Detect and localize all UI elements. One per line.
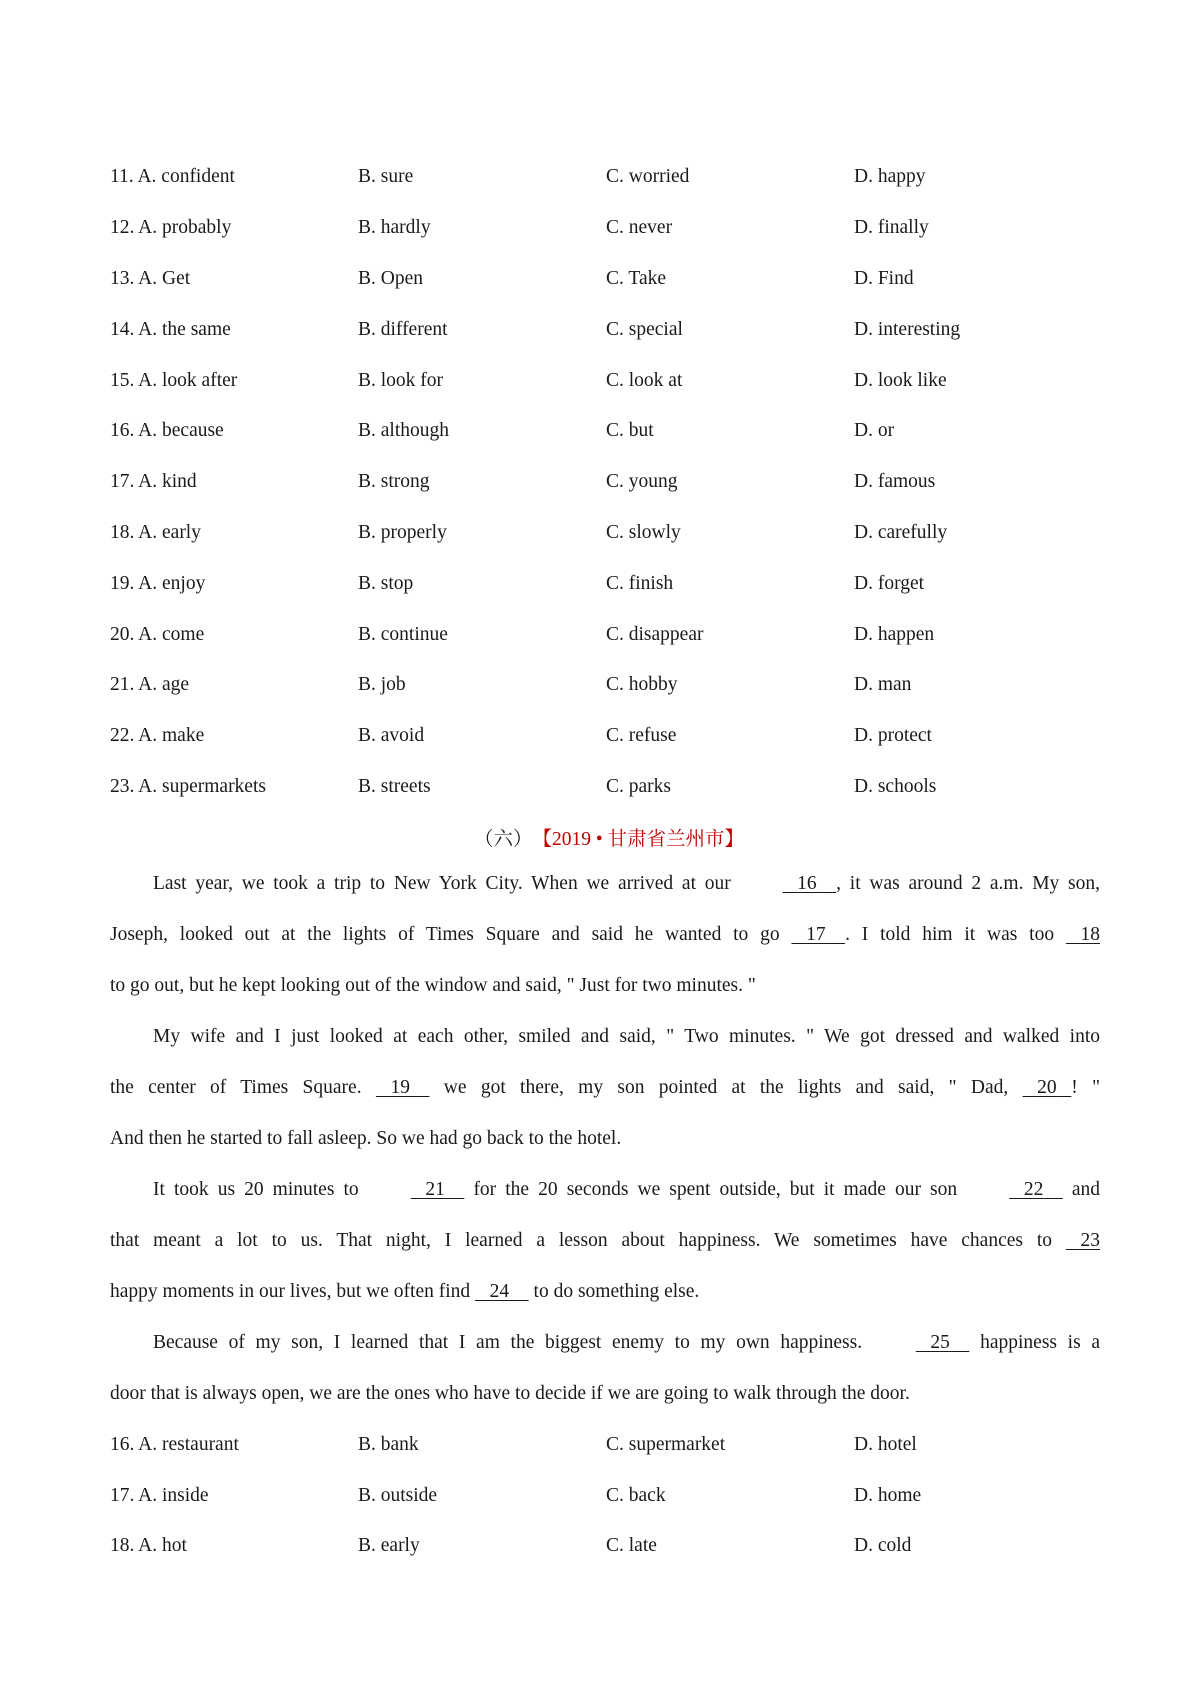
question-options-row [110,304,1100,355]
answer-option-b[interactable]: B. hardly [358,217,431,239]
answer-option-c[interactable]: C. finish [606,572,674,594]
answer-option-c[interactable]: C. refuse [606,725,677,747]
question-options-row [110,457,1100,508]
answer-option-d[interactable]: D. carefully [854,521,948,543]
answer-option-a[interactable]: 13. A. Get [110,267,191,289]
blank-18[interactable]: 18 [1080,924,1101,946]
question-options-row [110,609,1100,660]
answer-option-b[interactable]: B. job [358,674,406,696]
blank-25[interactable]: 25 [930,1332,950,1354]
passage-line: to go out, but he kept looking out of the window and said, " Just for two minutes. " [110,975,756,997]
answer-option-d[interactable]: D. interesting [854,318,961,340]
passage-line: that meant a lot to us. That night, I learned a lesson about happiness. We sometimes have chances to 23 [110,1215,1100,1266]
answer-option-c[interactable]: C. slowly [606,521,681,543]
answer-option-b[interactable]: B. sure [358,166,414,188]
passage-line: the center of Times Square. 19 we got there, my son pointed at the lights and said, " Dad, 20 ! " [110,1062,1100,1113]
answer-option-a[interactable]: 18. A. early [110,521,201,543]
cloze-passage [110,858,1100,1419]
answer-option-c[interactable]: C. young [606,471,678,493]
answer-option-c[interactable]: C. late [606,1535,657,1557]
answer-option-c[interactable]: C. parks [606,775,671,797]
answer-option-b[interactable]: B. stop [358,572,414,594]
question-options-row [110,355,1100,406]
answer-option-a[interactable]: 12. A. probably [110,217,232,239]
passage-line: Joseph, looked out at the lights of Times Square and said he wanted to go 17 . I told him it was too 18 [110,909,1100,960]
blank-20[interactable]: 20 [1037,1077,1057,1099]
answer-option-d[interactable]: D. man [854,674,912,696]
options-list-16-18 [110,1419,1100,1571]
answer-option-a[interactable]: 16. A. restaurant [110,1433,239,1455]
blank-17[interactable]: 17 [806,924,826,946]
blank-23[interactable]: 23 [1080,1230,1100,1252]
question-options-row [110,711,1100,762]
question-options-row [110,1419,1100,1470]
document-page [110,152,1100,1572]
answer-option-d[interactable]: D. forget [854,572,925,594]
answer-option-d[interactable]: D. happen [854,623,935,645]
answer-option-b[interactable]: B. look for [358,369,444,391]
answer-option-a[interactable]: 11. A. confident [110,166,235,188]
answer-option-c[interactable]: C. back [606,1484,666,1506]
answer-option-a[interactable]: 20. A. come [110,623,205,645]
answer-option-b[interactable]: B. outside [358,1484,438,1506]
answer-option-c[interactable]: C. special [606,318,683,340]
answer-option-b[interactable]: B. although [358,420,449,442]
passage-line: Because of my son, I learned that I am the biggest enemy to my own happiness. 25 happiness is a [110,1317,1100,1368]
answer-option-d[interactable]: D. finally [854,217,929,239]
passage-line: door that is always open, we are the ones who have to decide if we are going to walk through the door. [110,1383,910,1405]
passage-line: And then he started to fall asleep. So we had go back to the hotel. [110,1128,622,1150]
answer-option-a[interactable]: 16. A. because [110,420,224,442]
answer-option-b[interactable]: B. different [358,318,448,340]
blank-16[interactable]: 16 [797,873,817,895]
answer-option-a[interactable]: 22. A. make [110,725,205,747]
answer-option-d[interactable]: D. schools [854,775,937,797]
blank-22[interactable]: 22 [1023,1179,1044,1201]
answer-option-c[interactable]: C. never [606,217,673,239]
answer-option-a[interactable]: 19. A. enjoy [110,572,206,594]
answer-option-a[interactable]: 18. A. hot [110,1535,187,1557]
options-list-11-23 [110,152,1100,812]
answer-option-b[interactable]: B. continue [358,623,448,645]
answer-option-d[interactable]: D. look like [854,369,947,391]
answer-option-a[interactable]: 14. A. the same [110,318,231,340]
question-options-row [110,1521,1100,1572]
question-options-row [110,558,1100,609]
answer-option-d[interactable]: D. happy [854,166,926,188]
question-options-row [110,406,1100,457]
section-source: 【2019 • 甘肃省兰州市】 [532,829,745,851]
blank-24[interactable]: 24 [489,1281,510,1303]
answer-option-b[interactable]: B. strong [358,471,430,493]
answer-option-d[interactable]: D. home [854,1484,922,1506]
answer-option-c[interactable]: C. worried [606,166,690,188]
answer-option-c[interactable]: C. look at [606,369,683,391]
answer-option-d[interactable]: D. Find [854,267,914,289]
answer-option-d[interactable]: D. hotel [854,1433,917,1455]
answer-option-a[interactable]: 23. A. supermarkets [110,775,266,797]
question-options-row [110,762,1100,813]
question-options-row [110,660,1100,711]
answer-option-c[interactable]: C. supermarket [606,1433,726,1455]
question-options-row [110,254,1100,305]
section-heading [118,812,1100,862]
answer-option-a[interactable]: 17. A. inside [110,1484,209,1506]
answer-option-a[interactable]: 15. A. look after [110,369,238,391]
passage-line: Last year, we took a trip to New York City. When we arrived at our 16 , it was around 2 a.m. My son, [110,858,1100,909]
answer-option-b[interactable]: B. early [358,1535,420,1557]
answer-option-d[interactable]: D. protect [854,725,932,747]
passage-line: My wife and I just looked at each other, smiled and said, " Two minutes. " We got dressed and walked into [153,1026,1100,1048]
answer-option-b[interactable]: B. properly [358,521,447,543]
answer-option-c[interactable]: C. disappear [606,623,704,645]
passage-line: It took us 20 minutes to 21 for the 20 seconds we spent outside, but it made our son 22 and [110,1164,1100,1215]
answer-option-b[interactable]: B. bank [358,1433,419,1455]
answer-option-b[interactable]: B. streets [358,775,431,797]
answer-option-a[interactable]: 17. A. kind [110,471,197,493]
question-options-row [110,508,1100,559]
answer-option-d[interactable]: D. famous [854,471,936,493]
section-number: （六） [473,829,533,851]
blank-21[interactable]: 21 [425,1179,445,1201]
answer-option-d[interactable]: D. cold [854,1535,912,1557]
question-options-row [110,203,1100,254]
question-options-row [110,152,1100,203]
answer-option-d[interactable]: D. or [854,420,895,442]
passage-line: happy moments in our lives, but we often find 24 to do something else. [110,1266,1100,1317]
answer-option-b[interactable]: B. avoid [358,725,425,747]
answer-option-a[interactable]: 21. A. age [110,674,190,696]
answer-option-b[interactable]: B. Open [358,267,423,289]
answer-option-c[interactable]: C. but [606,420,654,442]
question-options-row [110,1470,1100,1521]
blank-19[interactable]: 19 [390,1077,410,1099]
answer-option-c[interactable]: C. Take [606,267,667,289]
answer-option-c[interactable]: C. hobby [606,674,678,696]
